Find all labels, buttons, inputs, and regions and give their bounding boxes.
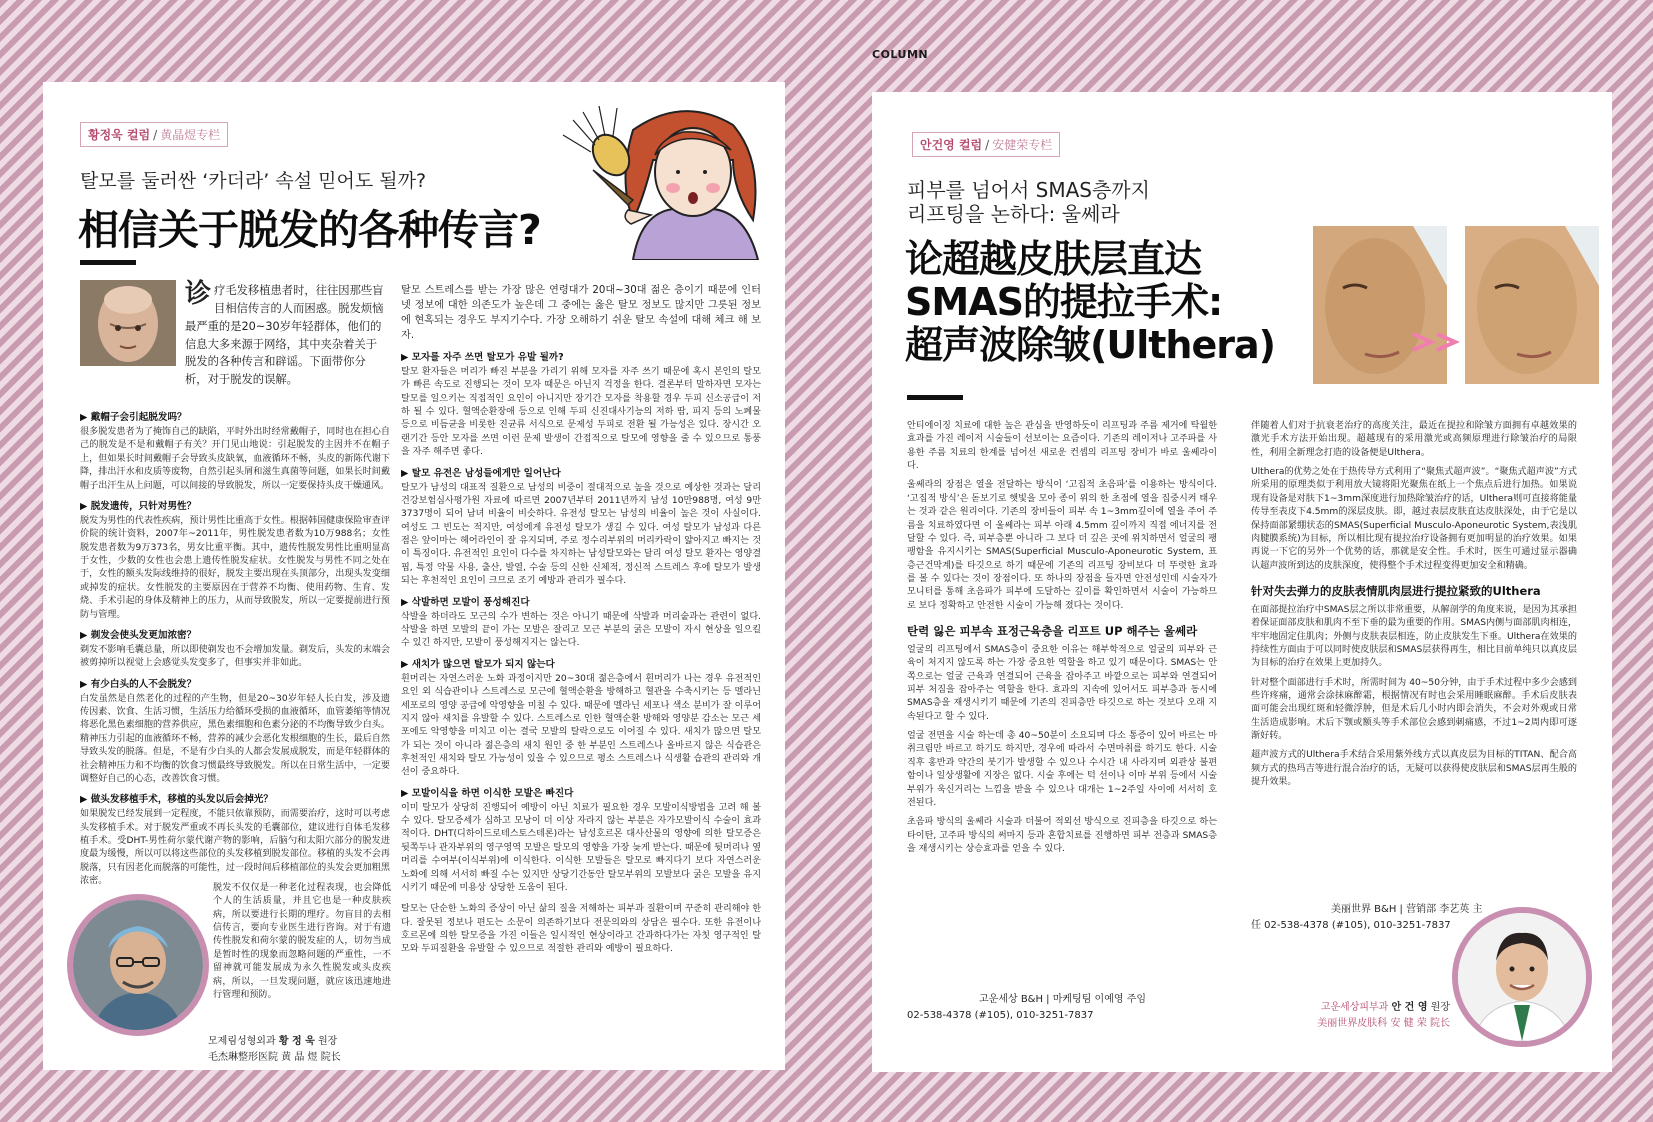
ko-paragraph-5: 초음파 방식의 울쎄라 시술과 더불어 적외선 방식으로 진피층을 타깃으로 하는 타이탄, 고주파 방식의 써마지 등과 혼합치료를 진행하면 피부 전층과 SMAS층을 재생시키는 상승효과를 얻을 수 있다. xyxy=(907,817,1217,854)
ko-answer-2: 탈모가 남성의 대표적 질환으로 남성의 비중이 절대적으로 높을 것으로 예상한 것과는 달리 건강보험심사평가원 자료에 따르면 2007년부터 2011년까지 남성 10만988명, 여성 9만3737명이 되어 남녀 비율이 비슷하다. 유전성 탈모는 남성의 비율이 높은 것이 사실이다. 여성도 그 빈도는 적지만, 여성에게 유전성 탈모가 생길 수 있다. 여성 탈모가 남성과 다른 점은 앞이마는 헤어라인이 잘 유지되며, 주로 정수리부위의 머리카락이 얇아지고 빠지는 것이 특징이다. 유전적인 요인이 다수를 차지하는 남성탈모와는 달리 여성 탈모 환자는 영양결핍, 특정 약물 사용, 출산, 발열, 수술 등의 신한 신체적, 정신적 스트레스 후에 탈모가 발생되는 후천적인 요인이 크므로 조기 예방과 관리가 필수다. xyxy=(401,482,761,587)
left-article-page xyxy=(43,82,785,1070)
cn-contact-line-2: 任 02-538-4378 (#105), 010-3251-7837 xyxy=(1251,919,1451,931)
headline-line-1: 论超越皮肤层直达 xyxy=(905,237,1202,281)
hair-loss-cartoon-illustration xyxy=(533,100,773,260)
credit-name-ko: 황 정 욱 xyxy=(278,1036,315,1047)
ko-paragraph-4: 얼굴 전면을 시술 하는데 총 40~50분이 소요되며 다소 통증이 있어 바르는 마취크림만 바르고 하기도 하지만, 경우에 따라서 수면마취를 하기도 한다. 시술 직후 홍반과 약간의 붓기가 발생할 수 있으나 수시간 내 사라지며 외관상 불편함이나 일상생활에 지장은 없다. 시술 후에는 턱 선이나 이마 부위 등에서 시술 부위가 욱신거리는 느낌을 받을 수 있으나 대개는 1~2주일 사이에 서서히 호전된다. xyxy=(907,731,1217,808)
article-headline: 相信关于脱发的各种传言? xyxy=(78,206,541,254)
cn-question-2: ▶ 脱发遗传，只针对男性？ xyxy=(80,500,197,512)
subtitle-line-2: 리프팅을 논하다: 울쎄라 xyxy=(907,202,1120,226)
cn-answer-5: 如果脱发已经发展到一定程度，不能只依靠预防，而需要治疗，这时可以考虑头发移植手术。对于脱发严重或不再长头发的毛囊部位，建议进行自体毛发移植手术。受DHT-男性荷尔蒙代谢产物的影响，后脑勺和太阳穴部分的脱发进度最为缓慢，所以可以将这些部位的头发移植到脱发部位。移植的头发不会再脱落，只有因老化而脱落的可能性，过一段时间后移植部位的头发会更加粗黑浓密。 xyxy=(80,809,390,887)
ko-answer-3: 삭발을 하더라도 모근의 수가 변하는 것은 아니기 때문에 삭발과 머리숱과는 관련이 없다. 삭발을 하면 모발의 끝이 가는 모발은 잘리고 모근 부분의 굵은 모발이 자시 현상을 일으킬 수 있긴 하지만, 모발이 풍성해지지는 않는다. xyxy=(401,611,761,649)
author-tag xyxy=(80,122,228,147)
credit-name-ko-right: 안 건 영 xyxy=(1391,1002,1428,1013)
cn-paragraph-4: 针对整个面部进行手术时，所需时间为 40~50分钟，由于手术过程中多少会感到些许疼痛，通常会涂抹麻醉霜，根据情况有时也会采用睡眠麻醉。手术后皮肤表面可能会出现红斑和轻微浮肿，但是术后几小时内即会消失，不会对外观或日常生活造成影响。术后下颚或额头等手术部位会感到刺痛感，不过1~2周内即可逐渐好转。 xyxy=(1251,677,1577,742)
cn-closing-paragraph: 脱发不仅仅是一种老化过程表现，也会降低个人的生活质量，并且它也是一种皮肤疾病，所以要进行长期的理疗。勿盲目的去相信传言，要向专业医生进行咨询。对于有遗传性脱发和荷尔蒙的脱发症的人，切勿当成是暂时性的现象而忽略问题的严重性，一不留神就可能发展成为永久性脱发或头皮疾病，所以，一旦发现问题，就应该迅速地进行管理和预防。 xyxy=(213,883,391,1000)
ko-contact-credit xyxy=(907,992,1146,1023)
article-subtitle: 탈모를 둘러싼 ‘카더라’ 속설 믿어도 될까? xyxy=(80,170,427,192)
cn-answer-2: 脱发为男性的代表性疾病，预计男性比重高于女性。根据韩国健康保险审查评价院的统计资料，2007年~2011年，男性脱发患者数为10万988名；女性脱发患者数为9万373名，男女比重平衡。其中，遗传性脱发男性比重明显高于女性，少数的女性也会患上遗传性脱发症状。女性脱发与男性不同之处在于，女性的额头发际线维持的很好，脱发主要出现在头顶部分，出现头发变细或掉发的症状。女性脱发的主要原因在于营养不均衡、使用药物、生育、发烧、手术引起的身体及精神上的压力，从而导致脱发，所以一定要提前进行预防与管理。 xyxy=(80,515,390,620)
doctor-credit-ko-right xyxy=(1222,1000,1450,1016)
surgeon-portrait-illustration xyxy=(73,900,203,1030)
ko-paragraph-1: 안티에이징 치료에 대한 높은 관심을 반영하듯이 리프팅과 주름 제거에 탁월한 효과를 가진 레이저 시술들이 선보이는 요즘이다. 기존의 레이저나 고주파를 사용한 주름 치료의 한계를 넘어선 새로운 컨셉의 리프팅 장비가 바로 울쎄라이다. xyxy=(907,421,1218,472)
doctor-photo-hwang xyxy=(67,894,209,1036)
ko-closing: 탈모는 단순한 노화의 증상이 아닌 삶의 질을 저해하는 피부과 질환이며 꾸준히 관리해야 한다. 잘못된 정보나 편도는 소문이 의존하기보다 전문의와의 상담은 필수다. 또한 유전이나 호르몬에 의한 탈모증을 가진 이들은 일시적인 현상이라고 간과하다가는 자칫 영구적인 탈모와 두피질환을 유발할 수 있으므로 적절한 관리와 예방이 필요하다. xyxy=(401,904,761,955)
column-label: COLUMN xyxy=(872,48,929,61)
author-tag-ko-right: 안건영 컬럼 xyxy=(920,138,983,152)
ko-paragraph-2: 울쎄라의 장점은 열을 전달하는 방식이 ‘고집적 초음파’를 이용하는 방식이다. ‘고집적 방식’은 돋보기로 햇빛을 모아 종이 위의 한 초점에 열을 집중시켜 태우는 것과 같은 원리이다. 기존의 장비들이 피부 속 1~3mm깊이에 열을 주어 주름을 치료하였다면 이 울쎄라는 피부 아래 4.5mm 깊이까지 직접 에너지를 전달할 수 있다. 즉, 피부층뿐 아니라 그 보다 더 깊은 곳에 위치하면서 얼굴의 팽팽함을 유지시키는 SMAS(Superficial Musculo-Aponeurotic System, 표층근건막계)를 타깃으로 하기 때문에 기존의 리프팅 장비보다 더 뚜렷한 효과를 볼 수 있다는 것이 장점이다. 또 하나의 장점을 들자면 안전성인데 시술자가 모니터를 통해 초음파가 피부에 도달하는 깊이를 확인하면서 시술이 가능하므로 보다 정확하고 안전한 시술이 가능해 졌다는 것이다. xyxy=(907,480,1217,611)
tag-separator: / xyxy=(153,128,158,142)
ko-body-column-right xyxy=(907,420,1217,862)
author-tag-ko: 황정욱 컬럼 xyxy=(88,128,151,142)
credit-title-ko-right: 원장 xyxy=(1430,1002,1450,1013)
ko-answer-5: 이미 탈모가 상당히 진행되어 예방이 아닌 치료가 필요한 경우 모발이식방법을 고려 해 볼 수 있다. 탈모증세가 심하고 모낭이 더 이상 자라지 않는 부분은 자가모발이식 수술이 효과적이다. DHT(디하이드로테스토스테론)라는 남성호르몬 대사산물의 영향에 의한 탈모증은 뒷쪽두나 관자부위의 영구영역 모발은 탈모의 영향을 가장 늦게 받는다. 때문에 뒷머리나 옆머리를 수여부(이식부위)에 이식한다. 이식한 모발들은 탈모로 빠지다기 보다 자연스러운 노화에 의해 서서히 빠질 수는 있지만 상당기간동안 탈모부위의 모발보다 굵은 모발을 유지시키기 때문에 미용상 상당한 도움이 된다. xyxy=(401,802,761,893)
cn-paragraph-5: 超声波方式的Ulthera手术结合采用紫外线方式以真皮层为目标的TITAN、配合高频方式的热玛吉等进行混合治疗的话，无疑可以获得使皮肤层和SMAS层再生般的提升效果。 xyxy=(1251,750,1577,788)
cn-contact-line-1: 美丽世界 B&H | 营销部 李艺英 主 xyxy=(1331,904,1483,915)
author-tag-cn-right: 安健荣专栏 xyxy=(992,138,1053,152)
ko-contact-line-1: 고운세상 B&H | 마케팅팀 이예영 주임 xyxy=(979,994,1147,1005)
credit-title-ko: 원장 xyxy=(317,1036,338,1047)
author-tag-right xyxy=(912,132,1060,157)
ko-section-heading: 탄력 잃은 피부속 표정근육층을 리프트 UP 해주는 울쎄라 xyxy=(907,624,1198,639)
author-tag-cn: 黄晶煜专栏 xyxy=(160,128,221,142)
cn-paragraph-2: Ulthera的优势之处在于热传导方式利用了“聚焦式超声波”。“聚焦式超声波”方式 所采用的原理类似于利用放大镜将阳光聚焦在纸上一个焦点后进行加热。如果说现有设备是对肤下1~3mm深度进行加热除皱治疗的话，Ulthera则可直接将能量传导至表皮下4.5mm的深层皮肤。即，越过表层皮肤直达皮肤深处，由于它是以保持面部紧绷状态的SMAS(Superficial Musculo-Aponeurotic System,表浅肌肉腱膜系统)为目标，所以相比现有提拉治疗设备拥有更加明显的治疗效果。如果再说一下它的另外一个优势的话，那就是安全性。手术时，医生可通过显示器确认超声波所到达的皮肤深度，使得整个手术过程变得更加安全和精确。 xyxy=(1251,467,1596,571)
cn-question-4: ▶ 有少白头的人不会脱发？ xyxy=(80,678,197,690)
doctor-credit-cn-right: 美丽世界皮肤科 安 健 荣 院长 xyxy=(1317,1017,1450,1029)
doctor-photo-ahn xyxy=(1452,907,1592,1047)
right-article-page xyxy=(872,92,1612,1072)
intro-text: 疗毛发移植患者时，往往因那些盲目相信传言的人而困惑。脱发烦恼最严重的是20~30岁年轻群体，他们的信息大多来源于网络，其中夹杂着关于脱发的各种传言和辟谣。下面带你分析，对于脱发的误解。 xyxy=(185,284,384,387)
ko-paragraph-3: 얼굴의 리프팅에서 SMAS층이 중요한 이유는 해부학적으로 얼굴의 피부와 근육이 처지지 않도록 하는 가장 중요한 역할을 하고 있기 때문이다. SMAS는 안쪽으로는 얼굴 근육과 연결되어 근육을 잡아주고 바깥으로는 피부와 연결되어 피부 처짐을 잡아주는 역할을 한다. 효과의 지속에 있어서도 피부층과 동시에 SMAS층을 재생시키기 때문에 기존의 진피층만 타깃으로 하는 것보다 오래 지속된다고 할 수 있다. xyxy=(907,644,1217,722)
cn-answer-4: 白发虽然是自然老化的过程的产生物，但是20~30岁年轻人长白发，涉及遗传因素、饮食、生活习惯，生活压力给循环受损的血液循环，血管萎缩等情况将恶化黑色素细胞的营养供应，黑色素细胞和色素分泌的不均衡导致少白头。精神压力引起的血液循环不畅，营养的减少会恶化发根细胞的生长，最后自然导致头发的脱落。但是，不是有少白头的人都会发展成脱发，而是年轻群体的社会精神压力和不均衡的饮食习惯最终导致脱发。所以在日常生活中，一定要调整好自己的心态，改善饮食习惯。 xyxy=(80,693,390,784)
ko-answer-1: 탈모 환자들은 머리가 빠진 부분을 가리기 위해 모자를 자주 쓰기 때문에 혹시 본인의 탈모가 빠른 속도로 진행되는 것이 모자 때문은 아닌지 걱정을 한다. 결론부터 말하자면 모자는 탈모를 일으키는 직접적인 요인이 아니지만 장기간 모자를 착용할 경우 두피 신소공급이 저하 될 수 있다. 혈액순환장애 등으로 인해 두피 신진대사기능의 저하 땀, 피지 등의 노폐물 등으로 비듬균을 비롯한 진균류 서식으로 문제성 두피로 전환 될 가능성은 있다. 장시간 오랜기간 등안 모자를 쓰면 이런 문제 발생이 간접적으로 탈모에 영향을 줄 수 있으므로 통풍을 자주 해주면 좋다. xyxy=(401,367,761,458)
headline-line-2: SMAS的提拉手术: xyxy=(905,279,1223,324)
headline-line-3: 超声波除皱(Ulthera) xyxy=(905,322,1275,367)
ko-body-column xyxy=(401,284,761,963)
intro-dropcap: 诊 xyxy=(185,279,212,309)
cn-answer-1: 很多脱发患者为了掩饰自己的缺陷，平时外出时经常戴帽子，同时也在担心自己的脱发是不是和戴帽子有关？开门见山地说：引起脱发的主因并不在帽子上，但如果长时间戴帽子会导致头皮缺氧，血液循环不畅，头皮的新陈代谢下降，排出汗水和皮质等废物，自然引起头屑和滋生真菌等问题，如果长时间戴帽子出汗生从上问题，可以间接的导致脱发，所以一定要保持头皮干燥通风。 xyxy=(80,427,390,491)
cn-question-3: ▶ 剃发会使头发更加浓密？ xyxy=(80,629,197,641)
ko-question-1: ▶ 모자를 자주 쓰면 탈모가 유발 될까? xyxy=(401,351,564,363)
ko-question-2: ▶ 탈모 유전은 남성들에게만 일어난다 xyxy=(401,467,561,479)
cn-section-heading: 针对失去弹力的皮肤表情肌肉层进行提拉紧致的Ulthera xyxy=(1251,583,1541,598)
doctor-portrait-illustration xyxy=(1458,913,1586,1041)
intro-paragraph-cn xyxy=(185,279,385,389)
before-after-face-photos xyxy=(1313,226,1599,384)
credit-clinic-ko-right: 고운세상피부과 xyxy=(1320,1002,1389,1013)
doctor-credit-hwang xyxy=(208,1034,341,1065)
cn-question-5: ▶ 做头发移植手术，移植的头发以后会掉光？ xyxy=(80,794,273,806)
doctor-credit-ko xyxy=(208,1034,341,1050)
article-headline-right xyxy=(905,238,1275,367)
article-subtitle-right xyxy=(907,178,1150,226)
bald-man-photo xyxy=(80,280,176,366)
credit-clinic-ko: 모제림성형외과 xyxy=(208,1036,276,1047)
ko-question-3: ▶ 삭발하면 모발이 풍성해진다 xyxy=(401,596,530,608)
ko-answer-4: 흰머리는 자연스러운 노화 과정이지만 20~30대 젊은층에서 흰머리가 나는 경우 유전적인 요인 외 식습관이나 스트레스로 모근에 혈액순환을 방해하고 혈관을 수축시키는 등 멜라닌 세포로의 영양 공급에 악영향을 미칠 수 있다. 때문에 멜라닌 세포나 색소 분비가 잘 이루어지지 않아 새치를 유발할 수 있다. 스트레스로 인한 혈액순환 방해와 영양분 감소는 모근 세포에도 악영향을 미치고 이는 결국 모발의 탈락으로도 이어질 수 있다. 새치가 많으면 탈모가 되는 것이 아니라 젊은층의 새치 원인 중 한 부분인 스트레스나 올바르지 않은 식습관은 후천적인 새치와 탈모 가능성이 있을 수 있으므로 평소 스트레스나 식생활 습관의 관리와 개선이 중요하다. xyxy=(401,673,761,778)
cn-paragraph-3: 在面部提拉治疗中SMAS层之所以非常重要，从解剖学的角度来说，是因为其承担着保证面部皮肤和肌肉不至下垂的最为重要的作用。SMAS内侧与面部肌肉相连，牢牢地固定住肌肉；外侧与皮肤表层相连，防止皮肤发生下垂。Ulthera在效果的持续性方面由于可以同时使皮肤层和SMAS层获得再生，相比目前单纯只以真皮层为目标的治疗在效果上更加持久。 xyxy=(1251,604,1577,669)
ko-question-5: ▶ 모발이식을 하면 이식한 모발은 빠진다 xyxy=(401,787,574,799)
headline-rule-right xyxy=(907,395,963,400)
cn-body-column-right xyxy=(1251,420,1596,796)
doctor-credit-cn: 毛杰琳整形医院 黄 晶 煜 院长 xyxy=(208,1051,341,1063)
cn-body-column xyxy=(80,404,390,895)
cn-paragraph-1: 伴随着人们对于抗衰老治疗的高度关注，最近在提拉和除皱方面拥有卓越效果的激光手术方法开始出现。超越现有的采用激光或高频原理进行除皱治疗的局限性，利用全新理念打造的设备便是Ulthera。 xyxy=(1251,421,1577,458)
tag-separator-right: / xyxy=(985,138,990,152)
ko-intro: 탈모 스트레스를 받는 가장 많은 연령대가 20대~30대 젊은 층이기 때문에 인터넷 정보에 대한 의존도가 높은데 그 중에는 옳은 탈모 정보도 많지만 그릇된 정보에 현혹되는 경우도 부지기수다. 가장 오해하기 쉬운 탈모 속설에 대해 체크 해 보자. xyxy=(401,285,761,341)
subtitle-line-1: 피부를 넘어서 SMAS층까지 xyxy=(907,178,1150,202)
cn-question-1: ▶ 戴帽子会引起脱发吗？ xyxy=(80,412,187,423)
doctor-credit-ahn xyxy=(1222,1000,1450,1031)
cn-contact-credit xyxy=(1251,902,1482,933)
cn-answer-3: 剃发不影响毛囊总量，所以即使剃发也不会增加发量。剃发后，头发的末端会被剪掉所以视觉上会感觉头发变多了，但事实并非如此。 xyxy=(80,644,390,669)
headline-rule xyxy=(80,260,136,265)
ko-question-4: ▶ 새치가 많으면 탈모가 되지 않는다 xyxy=(401,658,555,670)
ko-contact-line-2: 02-538-4378 (#105), 010-3251-7837 xyxy=(907,1009,1094,1021)
